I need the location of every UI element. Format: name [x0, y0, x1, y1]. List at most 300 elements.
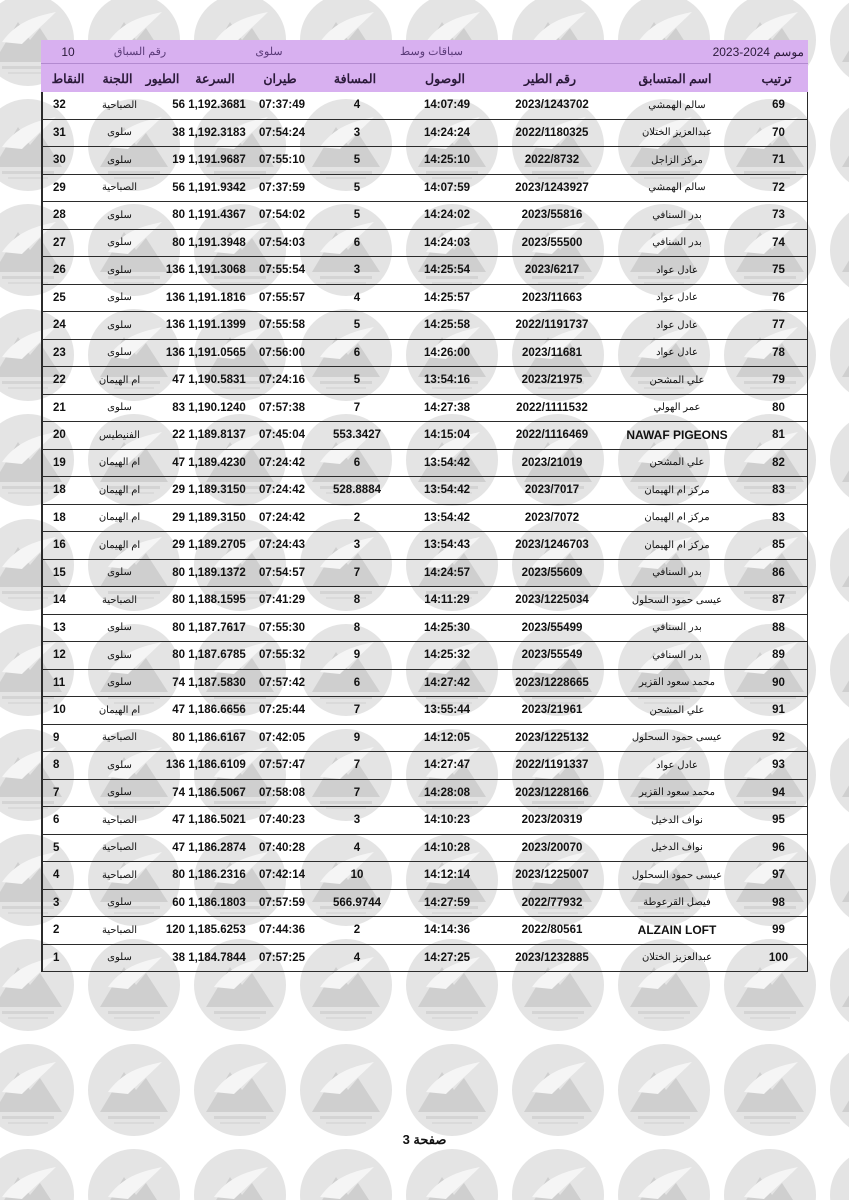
- cell-distance: 4: [353, 99, 361, 112]
- cell-rank: 89: [772, 649, 785, 662]
- cell-speed: 1,192.3681: [188, 99, 246, 112]
- cell-distance: 7: [353, 566, 361, 579]
- cell-arrival: 14:25:32: [423, 649, 471, 662]
- cell-ring: 2023/6217: [524, 264, 580, 277]
- cell-flight: 07:55:10: [258, 154, 306, 167]
- cell-speed: 1,186.5067: [188, 786, 246, 799]
- cell-flight: 07:54:03: [258, 236, 306, 249]
- cell-rank: 96: [772, 841, 785, 854]
- cell-distance: 8: [353, 594, 361, 607]
- cell-ring: 2023/21975: [521, 374, 583, 387]
- cell-points: 27: [53, 236, 66, 249]
- cell-points: 29: [53, 181, 66, 194]
- cell-flight: 07:24:43: [258, 539, 306, 552]
- cell-points: 18: [53, 511, 66, 524]
- cell-birds: 120: [165, 924, 185, 937]
- pigeon-logo-icon: [300, 1149, 392, 1200]
- cell-speed: 1,186.6167: [188, 731, 246, 744]
- pigeon-logo-icon: [300, 1044, 392, 1136]
- table-row: [43, 945, 807, 973]
- cell-rank: 85: [772, 539, 785, 552]
- cell-name: مركز الزاجل: [651, 154, 703, 166]
- cell-arrival: 14:12:14: [423, 869, 471, 882]
- cell-rank: 100: [768, 951, 789, 964]
- cell-distance: 3: [353, 539, 361, 552]
- cell-loft: سلوى: [107, 319, 132, 331]
- cell-birds: 80: [172, 731, 185, 744]
- col-ring-header: رقم الطير: [523, 71, 576, 86]
- cell-name: بدر السنافي: [652, 237, 702, 249]
- cell-flight: 07:57:25: [258, 951, 306, 964]
- cell-distance: 7: [353, 786, 361, 799]
- cell-points: 31: [53, 126, 66, 139]
- cell-arrival: 14:27:59: [423, 896, 471, 909]
- cell-rank: 70: [772, 126, 785, 139]
- cell-flight: 07:24:16: [258, 374, 306, 387]
- cell-distance: 5: [353, 374, 361, 387]
- cell-points: 26: [53, 264, 66, 277]
- cell-name: عيسى حمود السحلول: [631, 869, 723, 881]
- cell-points: 20: [53, 429, 66, 442]
- table-row: [43, 395, 807, 423]
- cell-speed: 1,184.7844: [188, 951, 246, 964]
- table-row: [43, 477, 807, 505]
- cell-points: 24: [53, 319, 66, 332]
- cell-arrival: 14:10:23: [423, 814, 471, 827]
- table-row: [43, 230, 807, 258]
- cell-arrival: 14:24:03: [423, 236, 471, 249]
- cell-speed: 1,187.6785: [188, 649, 246, 662]
- cell-flight: 07:44:36: [258, 924, 306, 937]
- cell-rank: 71: [772, 154, 785, 167]
- cell-birds: 80: [172, 869, 185, 882]
- cell-name: محمد سعود القزير: [639, 787, 715, 799]
- cell-ring: 2023/1246703: [515, 539, 589, 552]
- cell-flight: 07:25:44: [258, 704, 306, 717]
- cell-rank: 94: [772, 786, 785, 799]
- cell-ring: 2023/1225132: [515, 731, 589, 744]
- cell-name: محمد سعود القزير: [639, 677, 715, 689]
- cell-loft: سلوى: [107, 209, 132, 221]
- cell-name: علي المشحن: [649, 457, 705, 469]
- cell-distance: 553.3427: [333, 429, 381, 442]
- cell-birds: 29: [172, 511, 185, 524]
- cell-ring: 2023/7072: [524, 511, 580, 524]
- cell-loft: الصباحية: [101, 842, 138, 854]
- cell-flight: 07:55:57: [258, 291, 306, 304]
- cell-loft: سلوى: [107, 292, 132, 304]
- table-row: [43, 92, 807, 120]
- cell-points: 12: [53, 649, 66, 662]
- cell-ring: 2022/80561: [521, 924, 583, 937]
- cell-arrival: 13:55:44: [423, 704, 471, 717]
- cell-speed: 1,188.1595: [188, 594, 246, 607]
- pigeon-logo-icon: [724, 1044, 816, 1136]
- cell-ring: 2022/1180325: [515, 126, 589, 139]
- cell-ring: 2022/77932: [521, 896, 583, 909]
- cell-rank: 83: [772, 484, 785, 497]
- cell-speed: 1,191.9687: [188, 154, 246, 167]
- cell-speed: 1,186.1803: [188, 896, 246, 909]
- cell-loft: سلوى: [107, 347, 132, 359]
- cell-name: فيصل القرعوطة: [643, 897, 711, 909]
- race-location: سلوى: [255, 46, 283, 58]
- cell-points: 19: [53, 456, 66, 469]
- cell-distance: 5: [353, 154, 361, 167]
- cell-distance: 2: [353, 511, 361, 524]
- cell-birds: 47: [172, 704, 185, 717]
- cell-rank: 90: [772, 676, 785, 689]
- cell-rank: 78: [772, 346, 785, 359]
- cell-flight: 07:40:28: [258, 841, 306, 854]
- cell-speed: 1,189.1372: [188, 566, 246, 579]
- cell-points: 22: [53, 374, 66, 387]
- cell-loft: سلوى: [107, 759, 132, 771]
- cell-loft: أم الهيمان: [98, 484, 141, 496]
- table-row: [43, 257, 807, 285]
- cell-name: علي المشحن: [649, 374, 705, 386]
- cell-loft: سلوى: [107, 787, 132, 799]
- cell-arrival: 13:54:42: [423, 511, 471, 524]
- cell-name: نواف الدخيل: [651, 842, 703, 854]
- pigeon-logo-icon: [830, 834, 849, 926]
- table-row: [43, 560, 807, 588]
- cell-rank: 86: [772, 566, 785, 579]
- pigeon-logo-icon: [830, 1149, 849, 1200]
- cell-ring: 2022/1116469: [515, 429, 589, 442]
- cell-points: 10: [53, 704, 66, 717]
- cell-flight: 07:41:29: [258, 594, 306, 607]
- cell-loft: أم الهيمان: [98, 704, 141, 716]
- cell-points: 7: [53, 786, 60, 799]
- cell-speed: 1,192.3183: [188, 126, 246, 139]
- table-row: [43, 697, 807, 725]
- cell-birds: 136: [165, 264, 185, 277]
- cell-flight: 07:57:42: [258, 676, 306, 689]
- cell-speed: 1,189.8137: [188, 429, 246, 442]
- cell-speed: 1,186.5021: [188, 814, 246, 827]
- cell-distance: 5: [353, 181, 361, 194]
- cell-arrival: 14:25:54: [423, 264, 471, 277]
- pigeon-logo-icon: [88, 1149, 180, 1200]
- pigeon-logo-icon: [830, 939, 849, 1031]
- cell-flight: 07:54:24: [258, 126, 306, 139]
- cell-ring: 2023/7017: [524, 484, 580, 497]
- cell-rank: 95: [772, 814, 785, 827]
- cell-birds: 29: [172, 539, 185, 552]
- cell-loft: أم الهيمان: [98, 512, 141, 524]
- cell-birds: 56: [172, 99, 185, 112]
- cell-flight: 07:55:54: [258, 264, 306, 277]
- col-arrival-header: الوصول: [425, 71, 465, 86]
- cell-birds: 74: [172, 786, 185, 799]
- cell-speed: 1,191.1816: [188, 291, 246, 304]
- cell-speed: 1,189.2705: [188, 539, 246, 552]
- cell-birds: 47: [172, 814, 185, 827]
- cell-points: 8: [53, 759, 60, 772]
- cell-rank: 87: [772, 594, 785, 607]
- table-row: [43, 587, 807, 615]
- cell-rank: 93: [772, 759, 785, 772]
- cell-flight: 07:54:57: [258, 566, 306, 579]
- cell-distance: 6: [353, 346, 361, 359]
- col-flight-header: طيران: [263, 71, 297, 86]
- cell-rank: 80: [772, 401, 785, 414]
- cell-birds: 80: [172, 209, 185, 222]
- cell-ring: 2023/20319: [521, 814, 583, 827]
- pigeon-logo-icon: [830, 0, 849, 86]
- table-row: [43, 615, 807, 643]
- cell-distance: 7: [353, 401, 361, 414]
- cell-ring: 2023/1243702: [515, 99, 589, 112]
- cell-name: عادل عواد: [656, 347, 698, 359]
- cell-arrival: 14:27:47: [423, 759, 471, 772]
- cell-speed: 1,186.6656: [188, 704, 246, 717]
- pigeon-logo-icon: [0, 1149, 74, 1200]
- cell-speed: 1,187.5830: [188, 676, 246, 689]
- cell-name: عمر الهولي: [653, 402, 701, 414]
- cell-distance: 4: [353, 291, 361, 304]
- cell-speed: 1,190.1240: [188, 401, 246, 414]
- cell-birds: 80: [172, 236, 185, 249]
- pigeon-logo-icon: [830, 624, 849, 716]
- cell-name: عبدالعزيز الختلان: [641, 952, 713, 964]
- cell-speed: 1,191.1399: [188, 319, 246, 332]
- cell-ring: 2023/55499: [521, 621, 583, 634]
- cell-distance: 5: [353, 209, 361, 222]
- cell-flight: 07:37:59: [258, 181, 306, 194]
- cell-distance: 5: [353, 319, 361, 332]
- cell-distance: 4: [353, 841, 361, 854]
- cell-rank: 97: [772, 869, 785, 882]
- cell-rank: 91: [772, 704, 785, 717]
- cell-birds: 38: [172, 951, 185, 964]
- cell-points: 9: [53, 731, 60, 744]
- pigeon-logo-icon: [406, 1044, 498, 1136]
- cell-speed: 1,191.9342: [188, 181, 246, 194]
- cell-birds: 47: [172, 374, 185, 387]
- cell-ring: 2022/1191737: [515, 319, 589, 332]
- cell-rank: 82: [772, 456, 785, 469]
- table-row: [43, 202, 807, 230]
- pigeon-logo-icon: [830, 1044, 849, 1136]
- cell-arrival: 14:26:00: [423, 346, 471, 359]
- cell-distance: 2: [353, 924, 361, 937]
- cell-loft: الصباحية: [101, 732, 138, 744]
- cell-loft: سلوى: [107, 649, 132, 661]
- cell-flight: 07:55:58: [258, 319, 306, 332]
- table-row: [43, 890, 807, 918]
- cell-name: NAWAF PIGEONS: [626, 428, 728, 443]
- cell-loft: سلوى: [107, 897, 132, 909]
- cell-name: مركز أم الهيمان: [644, 512, 710, 524]
- cell-distance: 8: [353, 621, 361, 634]
- cell-ring: 2023/55549: [521, 649, 583, 662]
- race-number-label: رقم السباق: [113, 46, 167, 58]
- cell-points: 32: [53, 99, 66, 112]
- col-loft-header: اللجنة: [102, 71, 133, 86]
- cell-flight: 07:40:23: [258, 814, 306, 827]
- cell-speed: 1,186.2874: [188, 841, 246, 854]
- cell-distance: 3: [353, 126, 361, 139]
- cell-flight: 07:57:59: [258, 896, 306, 909]
- cell-speed: 1,191.3948: [188, 236, 246, 249]
- cell-flight: 07:24:42: [258, 511, 306, 524]
- cell-name: سالم الهمشي: [648, 99, 706, 111]
- cell-points: 28: [53, 209, 66, 222]
- cell-distance: 7: [353, 704, 361, 717]
- cell-birds: 47: [172, 456, 185, 469]
- cell-points: 18: [53, 484, 66, 497]
- cell-speed: 1,191.0565: [188, 346, 246, 359]
- cell-loft: الصباحية: [101, 924, 138, 936]
- cell-rank: 75: [772, 264, 785, 277]
- cell-speed: 1,186.6109: [188, 759, 246, 772]
- cell-arrival: 14:14:36: [423, 924, 471, 937]
- cell-arrival: 13:54:42: [423, 456, 471, 469]
- cell-loft: سلوى: [107, 154, 132, 166]
- cell-ring: 2023/55500: [521, 236, 583, 249]
- cell-birds: 83: [172, 401, 185, 414]
- cell-points: 3: [53, 896, 60, 909]
- cell-ring: 2023/21019: [521, 456, 583, 469]
- column-header-row: [41, 64, 808, 92]
- cell-name: مركز أم الهيمان: [644, 484, 710, 496]
- cell-name: عادل عواد: [656, 319, 698, 331]
- cell-arrival: 14:25:10: [423, 154, 471, 167]
- race-type: سباقات وسط: [400, 46, 463, 58]
- cell-loft: الفنيطيس: [99, 429, 140, 441]
- cell-loft: سلوى: [107, 952, 132, 964]
- cell-distance: 3: [353, 264, 361, 277]
- cell-points: 14: [53, 594, 66, 607]
- cell-arrival: 14:25:57: [423, 291, 471, 304]
- cell-loft: سلوى: [107, 677, 132, 689]
- table-row: [43, 175, 807, 203]
- table-title-row: [41, 40, 808, 64]
- results-table: [41, 40, 808, 972]
- cell-birds: 136: [165, 319, 185, 332]
- table-row: [43, 312, 807, 340]
- cell-rank: 79: [772, 374, 785, 387]
- cell-distance: 3: [353, 814, 361, 827]
- cell-flight: 07:56:00: [258, 346, 306, 359]
- pigeon-logo-icon: [830, 204, 849, 296]
- cell-flight: 07:58:08: [258, 786, 306, 799]
- cell-arrival: 14:24:24: [423, 126, 471, 139]
- cell-points: 4: [53, 869, 60, 882]
- cell-flight: 07:37:49: [258, 99, 306, 112]
- cell-flight: 07:55:32: [258, 649, 306, 662]
- cell-ring: 2022/1111532: [516, 401, 588, 414]
- cell-loft: سلوى: [107, 402, 132, 414]
- cell-arrival: 14:11:29: [424, 594, 470, 607]
- pigeon-logo-icon: [724, 1149, 816, 1200]
- cell-name: عادل عواد: [656, 292, 698, 304]
- cell-points: 11: [53, 676, 66, 689]
- cell-flight: 07:24:42: [258, 456, 306, 469]
- col-distance-header: المسافة: [333, 71, 377, 86]
- cell-name: ALZAIN LOFT: [637, 923, 717, 938]
- cell-loft: سلوى: [107, 127, 132, 139]
- cell-points: 23: [53, 346, 66, 359]
- pigeon-logo-icon: [830, 99, 849, 191]
- cell-speed: 1,185.6253: [188, 924, 246, 937]
- race-number: 10: [61, 44, 75, 59]
- cell-points: 25: [53, 291, 66, 304]
- col-birds-header: الطيور: [145, 71, 180, 86]
- cell-ring: 2023/1225034: [515, 594, 589, 607]
- cell-loft: أم الهيمان: [98, 457, 141, 469]
- cell-arrival: 13:54:16: [423, 374, 471, 387]
- cell-arrival: 14:27:25: [423, 951, 471, 964]
- pigeon-logo-icon: [830, 519, 849, 611]
- cell-name: بدر السنافي: [652, 649, 702, 661]
- table-row: [43, 532, 807, 560]
- cell-birds: 56: [172, 181, 185, 194]
- cell-name: مركز أم الهيمان: [644, 539, 710, 551]
- cell-ring: 2023/1228665: [515, 676, 589, 689]
- cell-loft: أم الهيمان: [98, 539, 141, 551]
- pigeon-logo-icon: [618, 1149, 710, 1200]
- cell-rank: 77: [772, 319, 785, 332]
- table-row: [43, 725, 807, 753]
- cell-ring: 2022/1191337: [515, 759, 589, 772]
- cell-speed: 1,189.4230: [188, 456, 246, 469]
- cell-points: 15: [53, 566, 66, 579]
- cell-birds: 29: [172, 484, 185, 497]
- col-rank-header: ترتيب: [761, 71, 792, 86]
- cell-birds: 136: [165, 346, 185, 359]
- cell-name: عادل عواد: [656, 264, 698, 276]
- cell-ring: 2022/8732: [524, 154, 580, 167]
- cell-name: علي المشحن: [649, 704, 705, 716]
- cell-loft: سلوى: [107, 264, 132, 276]
- cell-flight: 07:57:38: [258, 401, 306, 414]
- table-body: [41, 92, 808, 972]
- cell-birds: 80: [172, 566, 185, 579]
- cell-flight: 07:57:47: [258, 759, 306, 772]
- cell-name: بدر السنافي: [652, 622, 702, 634]
- cell-ring: 2023/20070: [521, 841, 583, 854]
- table-row: [43, 367, 807, 395]
- cell-flight: 07:42:05: [258, 731, 306, 744]
- pigeon-logo-icon: [194, 1149, 286, 1200]
- cell-flight: 07:24:42: [258, 484, 306, 497]
- cell-arrival: 13:54:42: [423, 484, 471, 497]
- cell-ring: 2023/1225007: [515, 869, 589, 882]
- season-label: موسم 2024-2023: [712, 44, 804, 59]
- cell-rank: 69: [772, 99, 785, 112]
- cell-arrival: 14:15:04: [423, 429, 471, 442]
- table-row: [43, 807, 807, 835]
- table-row: [43, 642, 807, 670]
- cell-ring: 2023/1228166: [515, 786, 589, 799]
- pigeon-logo-icon: [830, 414, 849, 506]
- table-row: [43, 752, 807, 780]
- cell-speed: 1,191.4367: [188, 209, 246, 222]
- cell-distance: 9: [353, 731, 361, 744]
- cell-name: بدر السنافي: [652, 209, 702, 221]
- cell-birds: 19: [172, 154, 185, 167]
- cell-points: 30: [53, 154, 66, 167]
- cell-rank: 88: [772, 621, 785, 634]
- table-row: [43, 340, 807, 368]
- cell-distance: 6: [353, 676, 361, 689]
- cell-speed: 1,187.7617: [188, 621, 246, 634]
- cell-loft: الصباحية: [101, 182, 138, 194]
- cell-rank: 81: [772, 429, 785, 442]
